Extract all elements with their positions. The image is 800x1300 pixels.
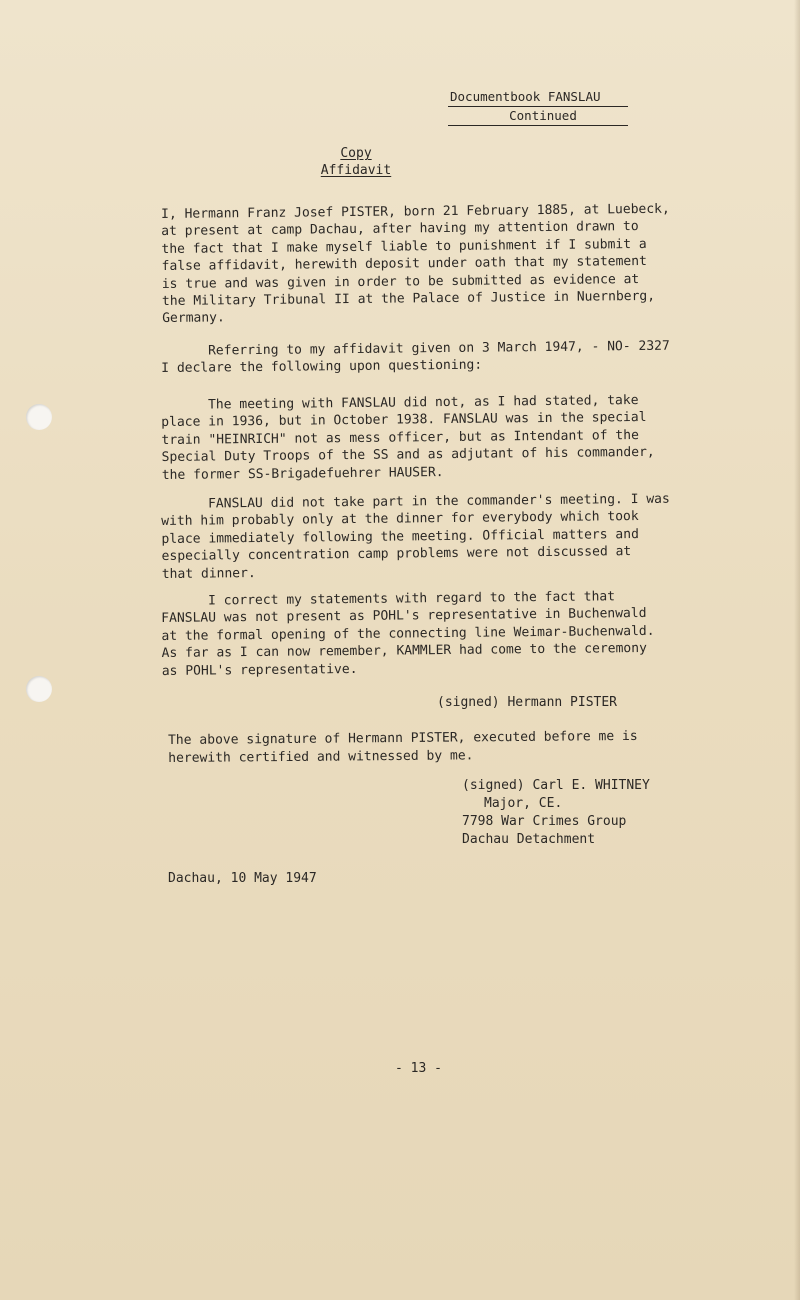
punch-hole-top <box>26 404 52 430</box>
documentbook-header <box>448 88 628 126</box>
witness-rank: Major, CE. <box>484 796 563 811</box>
header-documentbook-title: Documentbook FANSLAU <box>448 88 628 107</box>
header-continued: Continued <box>448 107 628 126</box>
title-affidavit: Affidavit <box>320 163 392 178</box>
witness-detachment: Dachau Detachment <box>462 832 596 847</box>
signature-pister: (signed) Hermann PISTER <box>437 695 618 710</box>
witness-signature-block <box>462 777 650 849</box>
paragraph-referring: Referring to my affidavit given on 3 March 1947, - NO- 2327 I declare the following upon questioning: <box>161 338 670 377</box>
paragraph-correction: I correct my statements with regard to the fact that FANSLAU was not present as POHL's representative in Buchenwald at the formal opening of the connecting line Weimar-Buchenwald. As far as I can now remember, KAMMLER had come to the ceremony as POHL's representative. <box>161 589 655 679</box>
witness-signed-name: (signed) Carl E. WHITNEY <box>462 778 650 793</box>
paragraph-meeting: The meeting with FANSLAU did not, as I had stated, take place in 1936, but in October 1938. FANSLAU was in the special train "HEINRICH" not as mess officer, but as Intendant of the Special Duty Troops of the SS and as adjutant of his commander, the former SS-Brigadefuehrer HAUSER. <box>161 393 655 483</box>
paragraph-commander-meeting: FANSLAU did not take part in the commander's meeting. I was with him probably only at the dinner for everybody which took place immediately following the meeting. Official matters and especially concentration camp problems were not discussed at that dinner. <box>161 491 670 582</box>
page-edge-shadow <box>794 0 800 1300</box>
page-number: - 13 - <box>395 1061 442 1076</box>
punch-hole-bottom <box>26 676 52 702</box>
place-and-date: Dachau, 10 May 1947 <box>168 871 317 886</box>
witness-unit: 7798 War Crimes Group <box>462 814 627 829</box>
certification-text: The above signature of Hermann PISTER, executed before me is herewith certified and witnessed by me. <box>168 728 638 766</box>
paragraph-oath: I, Hermann Franz Josef PISTER, born 21 February 1885, at Luebeck, at present at camp Dachau, after having my attention drawn to the fact that I make myself liable to punishment if I submit a false affidavit, herewith deposit under oath that my statement is true and was given in order to be submitted as evidence at the Military Tribunal II at the Palace of Justice in Nuernberg, Germany. <box>161 201 670 327</box>
document-title <box>316 145 396 179</box>
title-copy: Copy <box>340 146 372 161</box>
